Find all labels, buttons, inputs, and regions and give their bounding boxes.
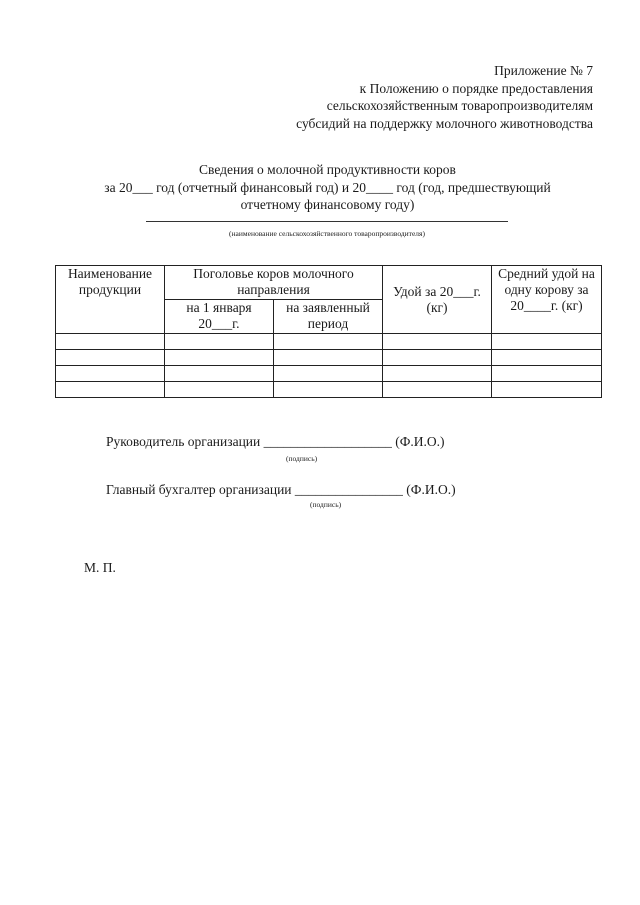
accountant-label: Главный бухгалтер организации: [106, 482, 292, 497]
accountant-fio: (Ф.И.О.): [406, 482, 456, 497]
appendix-number: Приложение № 7: [494, 63, 593, 78]
table-row: [56, 366, 602, 382]
table-cell[interactable]: [274, 366, 383, 382]
table-cell[interactable]: [165, 334, 274, 350]
table-cell[interactable]: [165, 350, 274, 366]
subheader-january: на 1 января 20___г.: [165, 300, 274, 334]
director-signature-line: [106, 434, 445, 450]
table-cell[interactable]: [165, 366, 274, 382]
director-signature-caption: (подпись): [286, 454, 318, 463]
table-cell[interactable]: [274, 334, 383, 350]
table-cell[interactable]: [274, 382, 383, 398]
appendix-line-4: субсидий на поддержку молочного животноводства: [296, 115, 593, 131]
title-line-3: отчетному финансовому году): [240, 197, 415, 212]
table-row: [56, 334, 602, 350]
header-yield: Удой за 20___г. (кг): [383, 266, 492, 334]
table-cell[interactable]: [165, 382, 274, 398]
subheader-period: на заявленный период: [274, 300, 383, 334]
header-average-yield: Средний удой на одну корову за 20____г. (кг): [492, 266, 602, 334]
table-cell[interactable]: [56, 382, 165, 398]
table-cell[interactable]: [492, 334, 602, 350]
table-cell[interactable]: [492, 382, 602, 398]
document-title: [0, 161, 640, 214]
stamp-place: М. П.: [84, 560, 116, 575]
header-product: Наименование продукции: [56, 266, 165, 334]
table-cell[interactable]: [383, 366, 492, 382]
header-livestock: Поголовье коров молочного направления: [165, 266, 383, 300]
appendix-header: [296, 62, 593, 132]
title-line-1: Сведения о молочной продуктивности коров: [199, 162, 456, 177]
title-line-2: за 20___ год (отчетный финансовый год) и 20____ год (год, предшествующий: [104, 179, 551, 195]
accountant-signature-field[interactable]: ________________: [294, 482, 403, 497]
table-cell[interactable]: [383, 334, 492, 350]
appendix-line-2: к Положению о порядке предоставления: [359, 80, 593, 96]
producer-name-field[interactable]: [146, 221, 508, 222]
accountant-signature-line: [106, 482, 456, 498]
table-cell[interactable]: [274, 350, 383, 366]
table-cell[interactable]: [56, 350, 165, 366]
appendix-line-3: сельскохозяйственным товаропроизводителям: [326, 98, 593, 113]
table-cell[interactable]: [383, 350, 492, 366]
table-cell[interactable]: [383, 382, 492, 398]
productivity-table: [55, 265, 602, 398]
director-label: Руководитель организации: [106, 434, 261, 449]
director-signature-field[interactable]: ___________________: [263, 434, 392, 449]
producer-name-caption: (наименование сельскохозяйственного товаропроизводителя): [229, 229, 425, 238]
table-cell[interactable]: [56, 366, 165, 382]
table-row: [56, 382, 602, 398]
table-row: [56, 350, 602, 366]
director-fio: (Ф.И.О.): [395, 434, 445, 449]
table-cell[interactable]: [492, 350, 602, 366]
table-cell[interactable]: [492, 366, 602, 382]
accountant-signature-caption: (подпись): [310, 500, 342, 509]
table-cell[interactable]: [56, 334, 165, 350]
